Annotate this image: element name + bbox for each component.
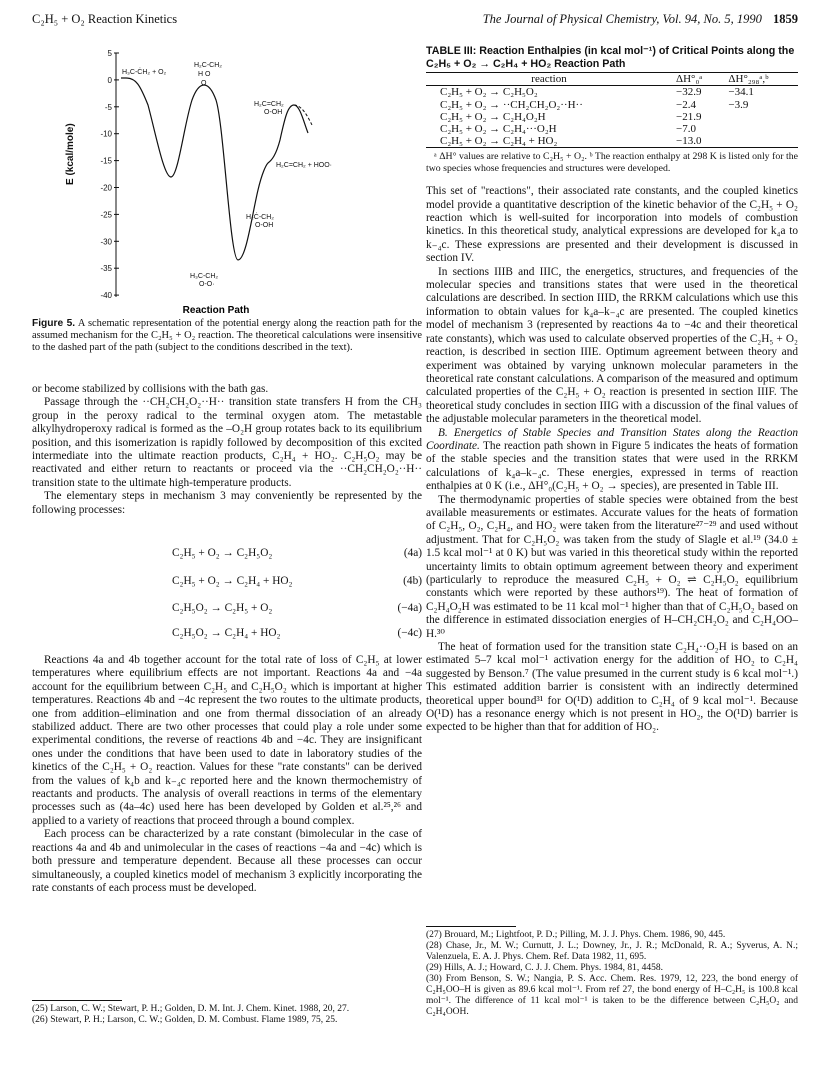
ref-28: (28) Chase, Jr., M. W.; Curnutt, J. L.; Downey, Jr., J. R.; McDonald, R. A.; Syverus, A. N.; Valenzuela, E. A. J. Phys. Chem. Ref. Data 1982, 11, 695. xyxy=(426,941,798,962)
y-axis-label: E (kcal/mole) xyxy=(65,123,76,185)
cell-h298 xyxy=(724,135,798,148)
y-tick-label: -10 xyxy=(100,129,112,139)
equation-4b xyxy=(32,575,422,590)
y-tick-label: -35 xyxy=(100,264,112,274)
caption-text: A schematic representation of the potential energy along the reaction path for the assumed mechanism for the C₂H₅ + O₂ reaction. The theoretical calculations were insensitive to the dashed part of the path (subject to the conditions described in the text). xyxy=(32,318,422,354)
label-ts-top-b: O-OH xyxy=(264,109,283,116)
label-hydroperoxy-b: O-OH xyxy=(255,222,274,229)
lc-para-2: Passage through the ··CH₂CH₂O₂··H·· transition state transfers H from the CH₃ group in the peroxy radical to the terminal oxygen atom. The metastable alkylhydroperoxy radical is formed as the –O₂H group rotates back to its equilibrium position, and this isomerization is rapidly followed by decomposition of this excited intermediate into the ultimate reaction products, C₂H₄ + HO₂. C₂H₅O₂ may be reactivated and either return to reactants or proceed via the ··CH₂CH₂O₂··H·· transition state to the ultimate high-temperature products. xyxy=(32,396,422,489)
caption-label: Figure 5. xyxy=(32,318,76,329)
running-head-left: C₂H₅ + O₂ Reaction Kinetics xyxy=(32,12,178,26)
table-row xyxy=(426,99,798,111)
table-row xyxy=(426,135,798,148)
cell-h298: −3.9 xyxy=(728,98,749,111)
rc-para-1: This set of "reactions", their associated rate constants, and the coupled kinetics model provide a quantitative description of the kinetic behavior of the C₂H₅ + O₂ reaction which is well-suited for incorporation into models of combustion kinetics. In this theoretical study, analytical expressions are developed for k₄a to k₋₄c. These expressions are presented and their development is discussed in section IV. xyxy=(426,185,798,265)
table-footnote: ᵃ ΔH° values are relative to C₂H₅ + O₂. ᵇ The reaction enthalpy at 298 K is listed only for the two species whose frequencies and structures were developed. xyxy=(426,151,798,174)
rc-para-5: The heat of formation used for the transition state C₂H₄··O₂H is based on an estimated 5–7 kcal mol⁻¹ activation energy for the addition of HO₂ to C₂H₄ suggested by Benson.⁷ (The value presumed in the current study is 6 kcal mol⁻¹.) This estimated addition barrier is consistent with an indirectly determined theoretical upper bound³¹ for O(¹D) addition to C₂H₄ of 9 kcal mol⁻¹. Because O(¹D) has a resonance energy which is not present in HO₂, the O(¹D) barrier is expected to be higher than that for addition of HO₂. xyxy=(426,641,798,734)
left-column-lower xyxy=(32,654,422,895)
ref-25: (25) Larson, C. W.; Stewart, P. H.; Golden, D. M. Int. J. Chem. Kinet. 1988, 20, 27. xyxy=(32,1004,350,1014)
equation-4a xyxy=(32,547,422,562)
running-head-right xyxy=(483,13,798,26)
energy-profile-plot xyxy=(88,45,348,320)
lc-para-3: The elementary steps in mechanism 3 may conveniently be represented by the following processes: xyxy=(32,490,422,516)
cell-reaction: C₂H₅ + O₂ → ··CH₂CH₂O₂··H·· xyxy=(440,98,583,111)
footnote-rule xyxy=(32,1000,122,1001)
left-footnotes xyxy=(32,1000,422,1026)
label-reactants: H₃C-ĊH₂ + O₂ xyxy=(122,69,167,76)
figure-caption xyxy=(32,318,422,355)
table-header-h298: ΔH°₂₉₈ᵃ,ᵇ xyxy=(728,73,769,86)
eq-number: (4a) xyxy=(403,547,422,559)
table-row xyxy=(426,123,798,135)
cell-h0: −13.0 xyxy=(676,135,702,148)
page-number: 1859 xyxy=(773,12,798,26)
label-ts-top: H₂C=CH₂ xyxy=(254,101,284,108)
y-tick-label: 0 xyxy=(107,75,112,85)
equation-minus-4a xyxy=(32,602,422,617)
table-row xyxy=(426,111,798,123)
dashed-path-segment xyxy=(294,105,312,125)
rc-para-3-text: The reaction path shown in Figure 5 indicates the heats of formation of the stable species and the transition states that were used in the RRKM calculations of k₄a–k₋₄c. These energies, expressed in terms of reaction enthalpies at 0 K (i.e., ΔH°₀(C₂H₅ + O₂ → species), are presented in Table III. xyxy=(426,439,798,493)
section-heading-b: B. Energetics of Stable Species and Transition States along the Reaction Coordinate. xyxy=(426,426,798,452)
label-hydroperoxy: H₂Ċ-CH₂ xyxy=(246,214,274,221)
ref-26: (26) Stewart, P. H.; Larson, C. W.; Golden, D. M. Combust. Flame 1989, 75, 25. xyxy=(32,1015,338,1025)
rc-para-2: In sections IIIB and IIIC, the energetics, structures, and frequencies of the molecular species and transitions states that were used in the theoretical calculations are described. In section IIID, the RRKM calculations which use this information to obtain values for k₄a–k₋₄c are presented. The coupled kinetics model of mechanism 3 (represented by reactions 4a to −4c and their theoretical rate constants), which was used to calculate observed properties of the C₂H₅ + O₂ reaction, is described in section IIIE. Optimum agreement between theory and experiment was obtained by varying unknown molecular parameters in the theoretical rate constant calculations. A comparison of the measured and optimum calculated properties of the C₂H₅ + O₂ reaction is presented in section IIIF. The theoretical study concludes in section IIIG with a discussion of the final values of the adjustable molecular parameters in the theoretical model. xyxy=(426,265,798,426)
lc-para-5: Each process can be characterized by a rate constant (bimolecular in the case of reactions 4a and 4b and unimolecular in the cases of reactions −4a and −4c) which is both pressure and temperature dependent. Because all these processes can occur simultaneously, a coupled kinetics model of mechanism 3 explicitly incorporating the rate constants of each process must be developed. xyxy=(32,828,422,894)
cell-reaction: C₂H₅ + O₂ → C₂H₄···O₂H xyxy=(440,123,557,135)
table-header-h0: ΔH°₀ᵃ xyxy=(676,73,703,86)
left-column-upper xyxy=(32,383,422,517)
cell-h298 xyxy=(724,111,798,123)
ref-27: (27) Brouard, M.; Lightfoot, P. D.; Pilling, M. J. J. Phys. Chem. 1986, 90, 445. xyxy=(426,930,726,940)
label-ts1: H₂C-CH₂ xyxy=(194,62,222,69)
equation-minus-4c xyxy=(32,627,422,642)
label-ts1b: H O xyxy=(198,71,211,78)
cell-reaction: C₂H₅ + O₂ → C₂H₄O₂H xyxy=(440,110,546,123)
cell-h0: −2.4 xyxy=(676,98,696,111)
ref-30: (30) From Benson, S. W.; Nangia, P. S. Acc. Chem. Res. 1979, 12, 223, the bond energy of C₂H₅OO–H is given as 89.6 kcal mol⁻¹. From ref 27, the bond energy of H–C₂H₅ is 100.8 kcal mol⁻¹. The difference of 11 kcal mol⁻¹ is taken to be the difference between C₂H₅O₂ and C₂H₄OOH. xyxy=(426,974,798,1017)
rc-para-3 xyxy=(426,427,798,494)
cell-h0: −21.9 xyxy=(676,110,702,123)
right-footnotes xyxy=(426,926,798,1018)
enthalpy-table xyxy=(426,72,798,148)
cell-reaction: C₂H₅ + O₂ → C₂H₅O₂ xyxy=(440,86,538,99)
label-products: H₂C=CH₂ + HOO· xyxy=(276,162,332,169)
y-tick-label: -20 xyxy=(100,183,112,193)
y-tick-label: -5 xyxy=(104,102,112,112)
cell-h0: −32.9 xyxy=(676,86,702,99)
eq-number: (4b) xyxy=(403,575,422,587)
footnote-rule xyxy=(426,926,516,927)
cell-h0: −7.0 xyxy=(676,123,696,135)
journal-citation: The Journal of Physical Chemistry, Vol. 94, No. 5, 1990 xyxy=(482,12,762,26)
label-ts1c: O xyxy=(201,80,207,87)
lc-para-1: or become stabilized by collisions with the bath gas. xyxy=(32,383,269,395)
x-axis-label: Reaction Path xyxy=(182,305,250,316)
right-column xyxy=(426,45,798,735)
lc-para-4: Reactions 4a and 4b together account for the total rate of loss of C₂H₅ at lower temperatures where equilibrium effects are not important. Reactions 4a and −4a account for the equilibrium between C₂H₅ and C₂H₅O₂ which is important at higher temperatures. Reactions 4b and −4c represent the two routes to the ultimate products, one from addition–elimination and one from thermal dissociation of an already stabilized adduct. There are two other processes that could play a role under some experimental conditions, the reverse of reactions 4b and −4c. They are insignificant ones under the conditions that have been used to date in laboratory studies of the kinetics of the C₂H₅ + O₂ reaction. Values for these "rate constants" can be derived from the values of k₄b and k₋₄c reported here and the known thermochemistry of reactants and products. The analysis of overall reactions in terms of the elementary processes such as (4a–4c) used here has been developed by Golden et al.²⁵,²⁶ and applied to a variety of reactions that proceed through a bound complex. xyxy=(32,654,422,827)
table-row xyxy=(426,86,798,99)
cell-reaction: C₂H₅ + O₂ → C₂H₄ + HO₂ xyxy=(440,135,558,148)
y-tick-label: 5 xyxy=(107,49,112,58)
label-peroxy-b: O-O· xyxy=(199,281,215,288)
y-tick-label: -25 xyxy=(100,210,112,220)
eq-text: C₂H₅ + O₂ → C₂H₅O₂ xyxy=(172,547,273,559)
y-tick-label: -15 xyxy=(100,156,112,166)
eq-text: C₂H₅O₂ → C₂H₅ + O₂ xyxy=(172,602,273,614)
figure-5 xyxy=(65,45,348,320)
cell-h298: −34.1 xyxy=(728,86,754,99)
table-title: TABLE III: Reaction Enthalpies (in kcal mol⁻¹) of Critical Points along the C₂H₅ + O₂ → C₂H₄ + HO₂ Reaction Path xyxy=(426,45,795,70)
y-tick-label: -30 xyxy=(100,237,112,247)
rc-para-4: The thermodynamic properties of stable species were obtained from the best available measurements or estimates. Accurate values for the heats of formation of C₂H₅, O₂, C₂H₄, and HO₂ were taken from the literature²⁷⁻²⁹ and used without adjustment. That for C₂H₅O₂ was taken from the study of Slagle et al.¹⁹ (34.0 ± 1.5 kcal mol⁻¹ at 0 K) but was varied in this theoretical study within the reported uncertainty limits to obtain optimum agreement between theory and experiment (particularly to reproduce the measured C₂H₅ + O₂ ⇌ C₂H₅O₂ equilibrium constants which were reported by these authors¹⁹). The heat of formation of C₂H₄O₂H was estimated to be 11 kcal mol⁻¹ higher than that of C₂H₅O₂ based on the difference in estimated dissociation energies of H–CH₂CH₂O₂ and C₂H₄OO–H.³⁰ xyxy=(426,493,798,640)
cell-h298 xyxy=(724,123,798,135)
eq-text: C₂H₅O₂ → C₂H₄ + HO₂ xyxy=(172,627,281,639)
table-header-reaction: reaction xyxy=(531,73,567,86)
eq-text: C₂H₅ + O₂ → C₂H₄ + HO₂ xyxy=(172,575,293,587)
y-tick-label: -40 xyxy=(100,291,112,301)
ref-29: (29) Hills, A. J.; Howard, C. J. J. Chem. Phys. 1984, 81, 4458. xyxy=(426,963,663,973)
label-peroxy: H₃C-CH₂ xyxy=(190,273,219,280)
eq-number: (−4a) xyxy=(397,602,422,614)
eq-number: (−4c) xyxy=(397,627,422,639)
